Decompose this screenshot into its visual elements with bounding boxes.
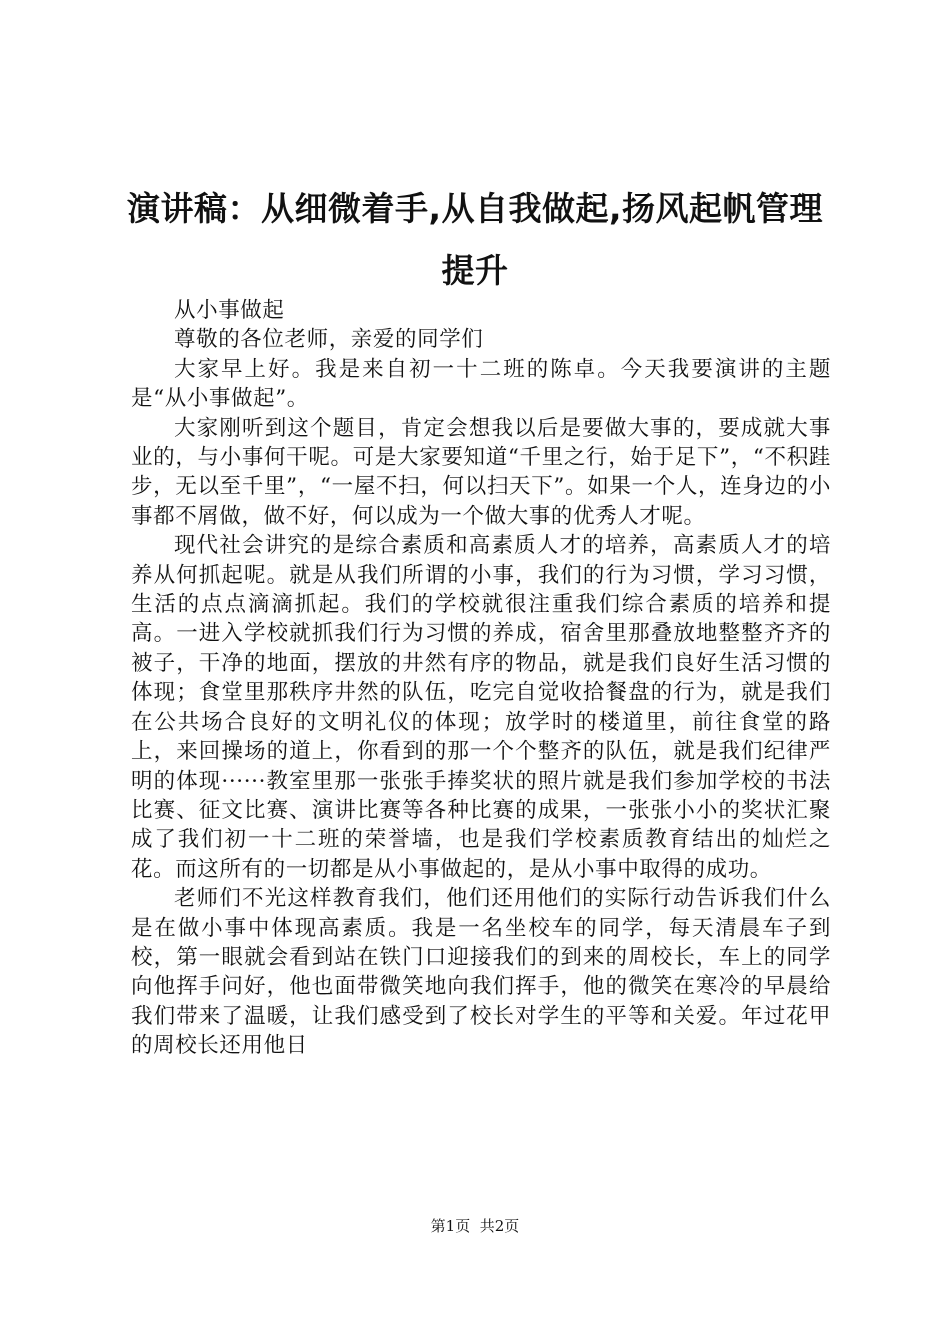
document-body <box>131 296 831 1061</box>
document-title: 演讲稿：从细微着手,从自我做起,扬风起帆管理提升 <box>126 189 824 290</box>
paragraph-salutation: 尊敬的各位老师，亲爱的同学们 <box>174 327 484 353</box>
page-number: 第1页 <box>430 1217 471 1235</box>
paragraph: 大家刚听到这个题目，肯定会想我以后是要做大事的，要成就大事业的，与小事何干呢。可是大家要知道“千里之行，始于足下”，“不积跬步，无以至千里”，“一屋不扫，何以扫天下”。如果一个人，连身边的小事都不屑做，做不好，何以成为一个做大事的优秀人才呢。 <box>131 415 831 529</box>
paragraph: 现代社会讲究的是综合素质和高素质人才的培养，高素质人才的培养从何抓起呢。就是从我们所谓的小事，我们的行为习惯，学习习惯，生活的点点滴滴抓起。我们的学校就很注重我们综合素质的培养和提高。一进入学校就抓我们行为习惯的养成，宿舍里那叠放地整整齐齐的被子，干净的地面，摆放的井然有序的物品，就是我们良好生活习惯的体现；食堂里那秩序井然的队伍，吃完自觉收拾餐盘的行为，就是我们在公共场合良好的文明礼仪的体现；放学时的楼道里，前往食堂的路上，来回操场的道上，你看到的那一个个整齐的队伍，就是我们纪律严明的体现······教室里那一张张手捧奖状的照片就是我们参加学校的书法比赛、征文比赛、演讲比赛等各种比赛的成果，一张张小小的奖状汇聚成了我们初一十二班的荣誉墙，也是我们学校素质教育结出的灿烂之花。而这所有的一切都是从小事做起的，是从小事中取得的成功。 <box>131 533 831 882</box>
footer-spacer <box>470 1217 480 1235</box>
page-footer <box>0 1216 950 1236</box>
paragraph-subtitle: 从小事做起 <box>174 298 285 323</box>
page-total: 共2页 <box>479 1217 520 1235</box>
paragraph: 大家早上好。我是来自初一十二班的陈卓。今天我要演讲的主题是“从小事做起”。 <box>131 356 831 412</box>
paragraph: 老师们不光这样教育我们，他们还用他们的实际行动告诉我们什么是在做小事中体现高素质。我是一名坐校车的同学，每天清晨车子到校，第一眼就会看到站在铁门口迎接我们的到来的周校长，车上的同学向他挥手问好，他也面带微笑地向我们挥手，他的微笑在寒冷的早晨给我们带来了温暖，让我们感受到了校长对学生的平等和关爱。年过花甲的周校长还用他日 <box>131 886 831 1059</box>
